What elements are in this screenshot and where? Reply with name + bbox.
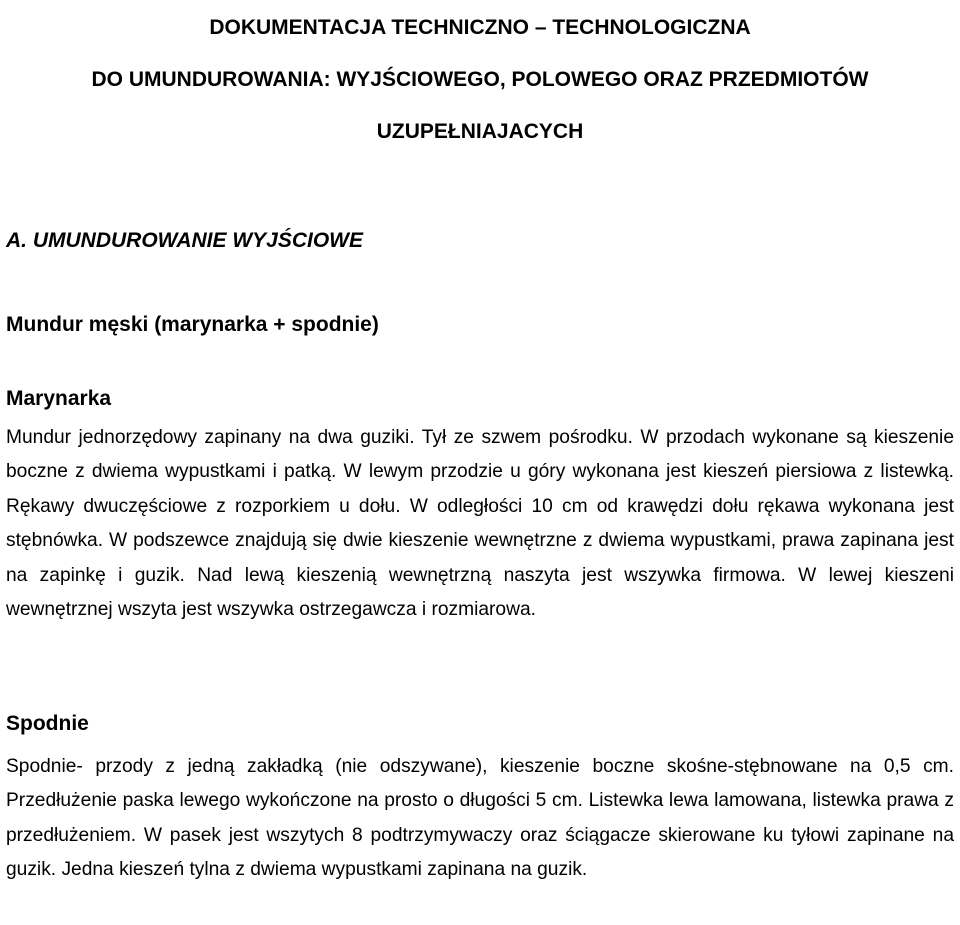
document-title (6, 0, 954, 158)
document-title-line-3: UZUPEŁNIAJACYCH (376, 120, 584, 143)
document-title-line-1: DOKUMENTACJA TECHNICZNO – TECHNOLOGICZNA (209, 16, 751, 39)
document-title-line-2: DO UMUNDUROWANIA: WYJŚCIOWEGO, POLOWEGO ORAZ PRZEDMIOTÓW (91, 68, 869, 91)
section-heading: A. UMUNDUROWANIE WYJŚCIOWE (6, 229, 363, 252)
marynarka-heading: Marynarka (6, 387, 112, 410)
mundur-heading: Mundur męski (marynarka + spodnie) (6, 313, 379, 336)
marynarka-description: Mundur jednorzędowy zapinany na dwa guziki. Tył ze szwem pośrodku. W przodach wykonane są kieszenie boczne z dwiema wypustkami i patką. W lewym przodzie u góry wykonana jest kieszeń piersiowa z listewką. Rękawy dwuczęściowe z rozporkiem u dołu. W odległości 10 cm od krawędzi dołu rękawa wykonana jest stębnówka. W podszewce znajdują się dwie kieszenie wewnętrzne z dwiema wypustkami, prawa zapinana jest na zapinkę i guzik. Nad lewą kieszenią wewnętrzną naszyta jest wszywka firmowa. W lewej kieszeni wewnętrznej wszyta jest wszywka ostrzegawcza i rozmiarowa. (6, 427, 954, 621)
spodnie-description: Spodnie- przody z jedną zakładką (nie odszywane), kieszenie boczne skośne-stębnowane na 0,5 cm. Przedłużenie paska lewego wykończone na prosto o długości 5 cm. Listewka lewa lamowana, listewka prawa z przedłużeniem. W pasek jest wszytych 8 podtrzymywaczy oraz ściągacze skierowane ku tyłowi zapinane na guzik. Jedna kieszeń tylna z dwiema wypustkami zapinana na guzik. (6, 756, 954, 881)
spodnie-heading: Spodnie (6, 712, 89, 735)
